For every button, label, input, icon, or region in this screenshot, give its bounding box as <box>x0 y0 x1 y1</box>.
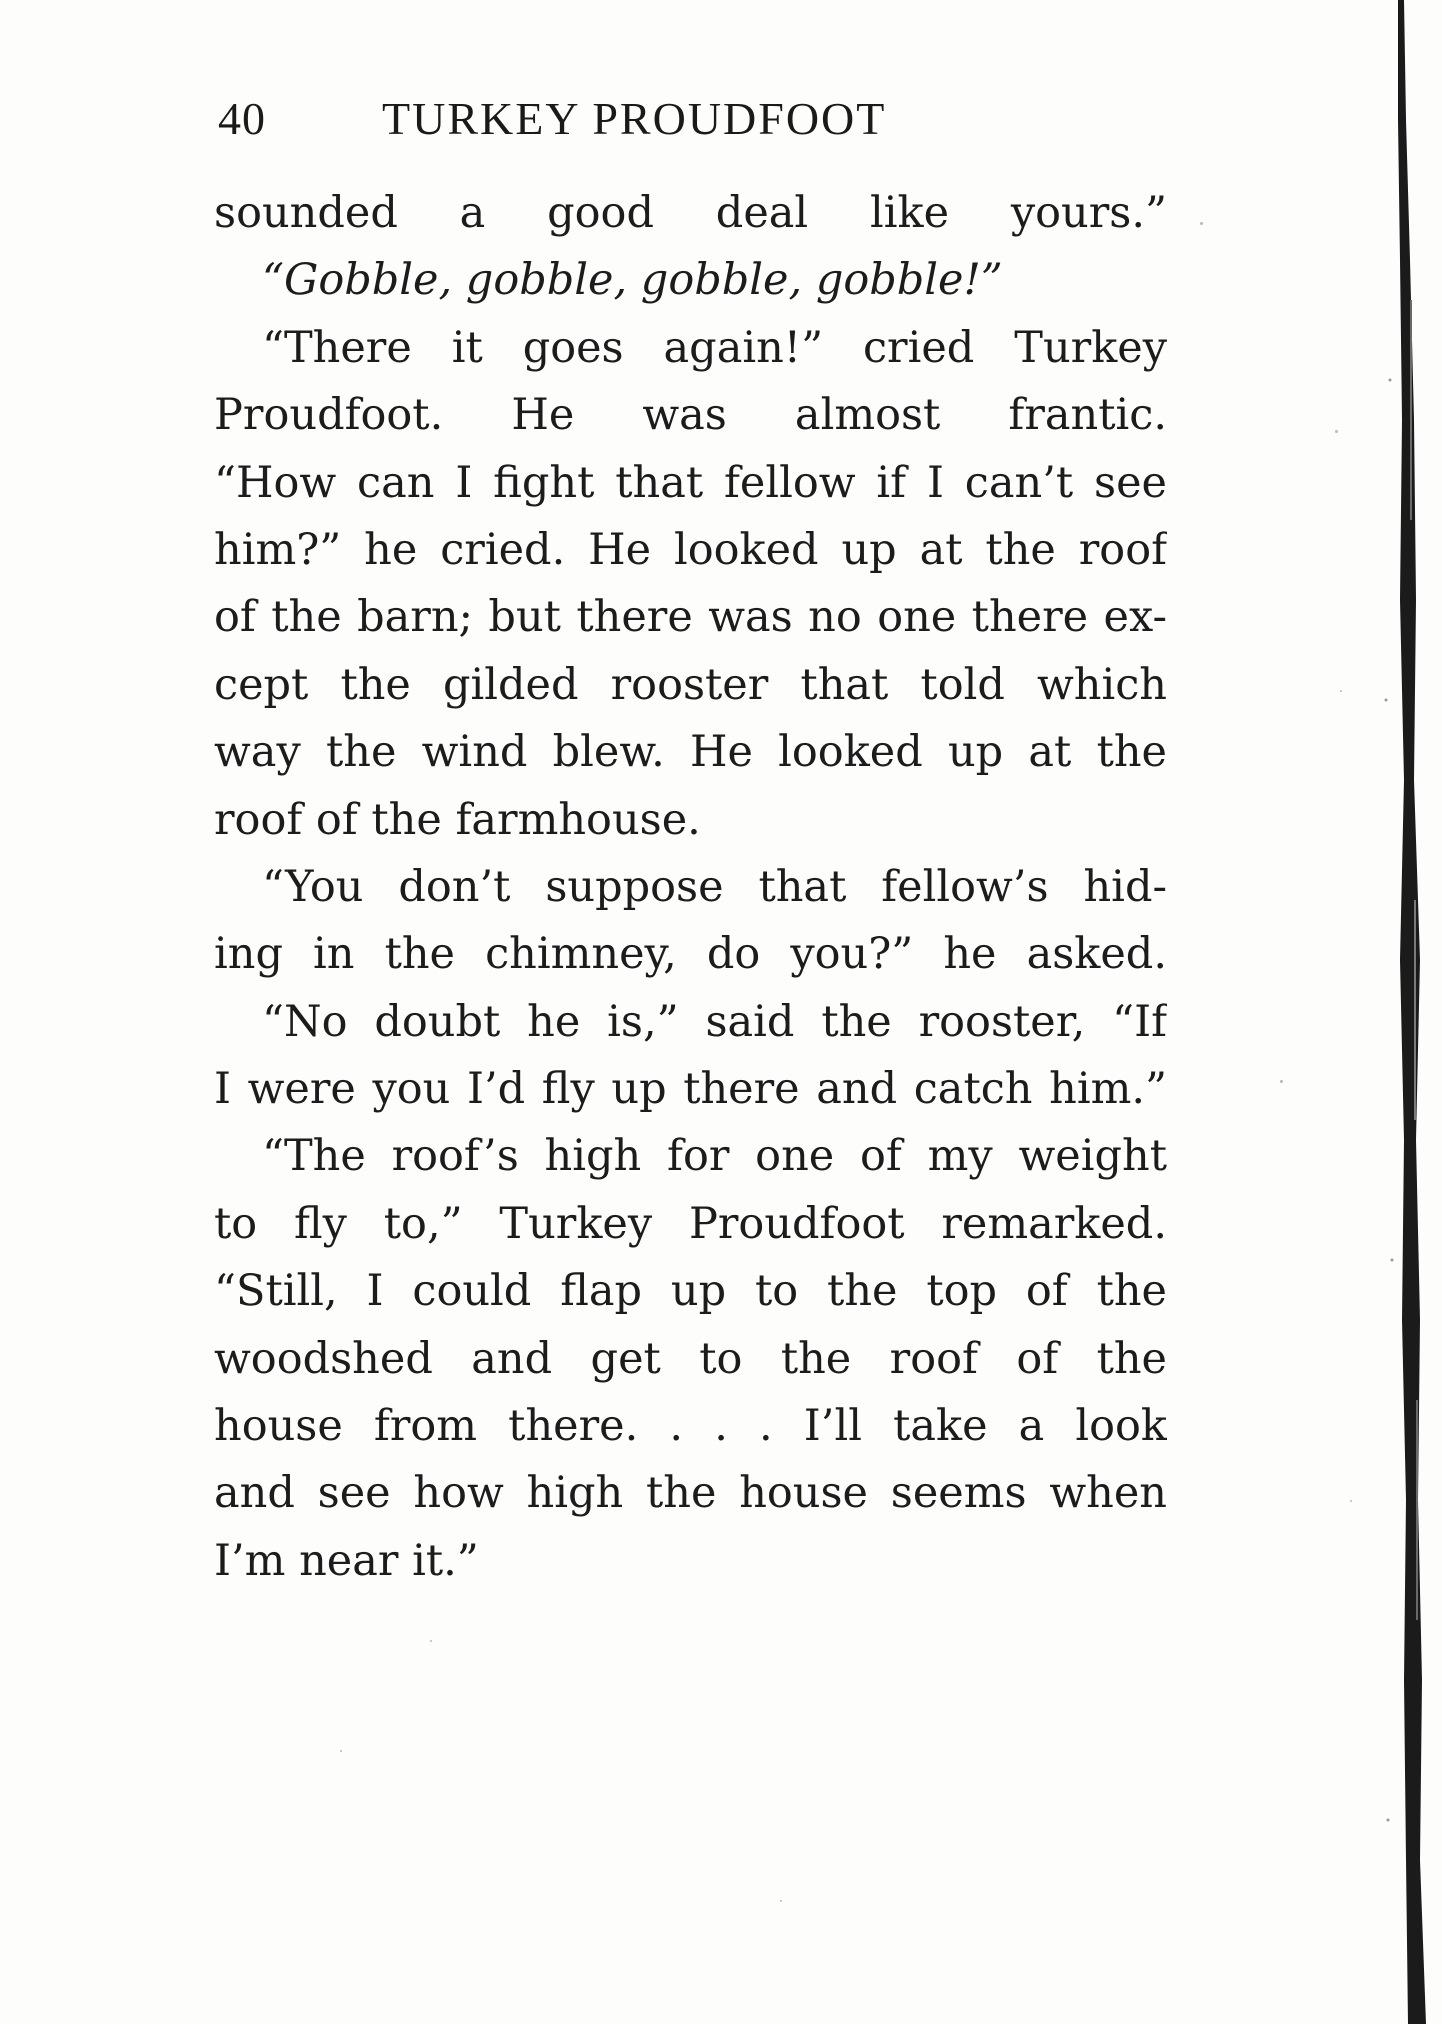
scan-speck <box>1335 430 1338 433</box>
text-line: roof of the farmhouse. <box>214 794 701 845</box>
page-number: 40 <box>218 93 266 144</box>
text-line: “You don’t suppose that fellow’s hid- <box>262 861 1167 912</box>
text-line: woodshed and get to the roof of the <box>214 1333 1167 1384</box>
body-text <box>214 180 1167 1595</box>
text-line: “Gobble, gobble, gobble, gobble!” <box>262 255 1003 306</box>
scan-speck <box>1200 222 1203 225</box>
text-line: house from there. . . . I’ll take a look <box>214 1401 1167 1452</box>
scan-speck <box>780 1900 782 1902</box>
scan-speck <box>1350 1500 1352 1502</box>
text-line: “Still, I could flap up to the top of the <box>214 1266 1167 1317</box>
text-line: way the wind blew. He looked up at the <box>214 727 1167 778</box>
text-line: I were you I’d fly up there and catch him.” <box>214 1064 1167 1115</box>
text-line: I’m near it.” <box>214 1535 479 1586</box>
text-line: “The roof’s high for one of my weight <box>262 1131 1167 1182</box>
text-line: Proudfoot. He was almost frantic. <box>214 390 1167 441</box>
text-line: ing in the chimney, do you?” he asked. <box>214 929 1167 980</box>
text-line: cept the gilded rooster that told which <box>214 659 1167 710</box>
running-title: TURKEY PROUDFOOT <box>382 93 887 144</box>
scan-speck <box>340 1750 342 1752</box>
scan-speck <box>1340 690 1342 692</box>
binding-edge <box>1370 0 1442 2024</box>
scan-speck <box>430 1640 432 1642</box>
text-line: “No doubt he is,” said the rooster, “If <box>262 996 1167 1047</box>
text-line: “How can I fight that fellow if I can’t see <box>214 457 1167 508</box>
text-line: “There it goes again!” cried Turkey <box>262 322 1167 373</box>
scan-speck <box>1280 1080 1283 1083</box>
text-line: him?” he cried. He looked up at the roof <box>214 524 1167 575</box>
text-line: and see how high the house seems when <box>214 1468 1167 1519</box>
text-line: sounded a good deal like yours.” <box>214 188 1167 238</box>
text-line: of the barn; but there was no one there ex- <box>214 592 1167 643</box>
text-line: to fly to,” Turkey Proudfoot remarked. <box>214 1198 1167 1249</box>
page-header <box>218 92 1018 148</box>
